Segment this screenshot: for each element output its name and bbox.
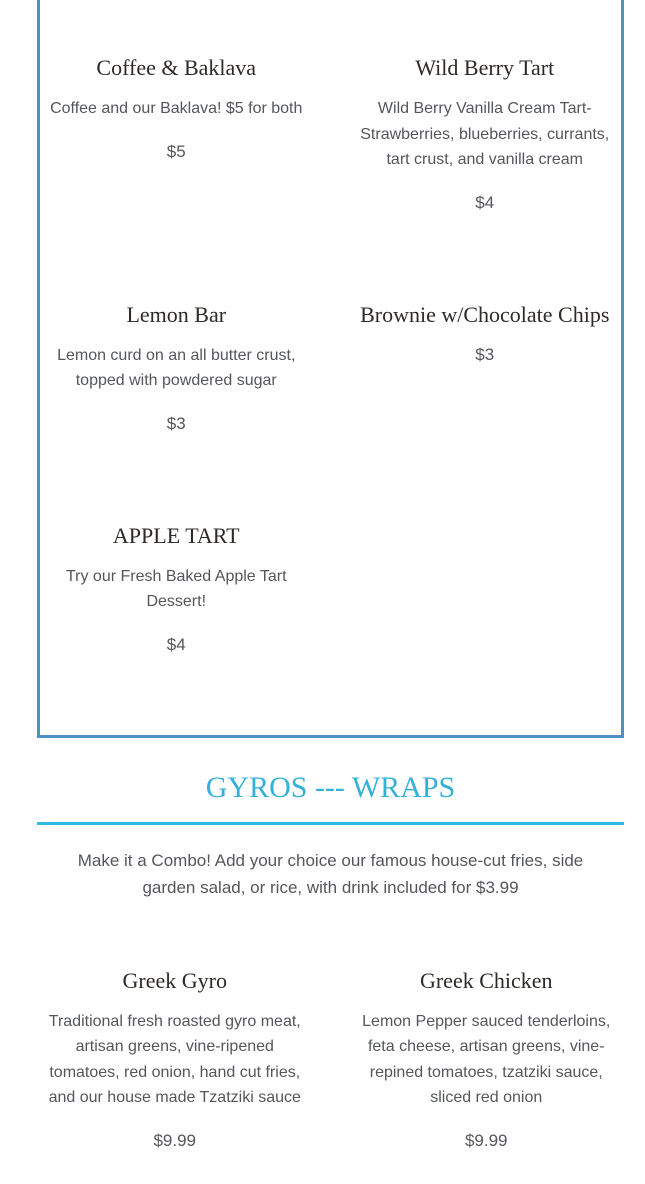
- combo-note: Make it a Combo! Add your choice our famous house-cut fries, side garden salad, or rice, with drink included for $3.99: [77, 850, 584, 897]
- item-price: $4: [475, 192, 495, 212]
- menu-item-lemon-bar: [50, 300, 303, 436]
- item-description: Coffee and our Baklava! $5 for both: [50, 100, 303, 117]
- desserts-items-grid: [40, 0, 621, 735]
- menu-item-greek-chicken: [359, 966, 615, 1153]
- item-description: Lemon Pepper sauced tenderloins, feta cheese, artisan greens, vine-repined tomatoes, tzatziki sauce, sliced red onion: [362, 1012, 611, 1106]
- item-title: Coffee & Baklava: [96, 55, 257, 80]
- item-title: APPLE TART: [112, 522, 240, 548]
- item-title: Brownie w/Chocolate Chips: [360, 301, 610, 327]
- menu-item-wild-berry-tart: [359, 53, 612, 215]
- menu-item-coffee-baklava: [50, 53, 303, 215]
- item-title: Wild Berry Tart: [415, 55, 555, 80]
- item-description: Traditional fresh roasted gyro meat, artisan greens, vine-ripened tomatoes, red onion, hand cut fries, and our house made Tzatziki sauce: [48, 1012, 301, 1106]
- item-description: Wild Berry Vanilla Cream Tart- Strawberries, blueberries, currants, tart crust, and vanilla cream: [360, 100, 610, 168]
- menu-item-brownie-chocolate-chips: [359, 300, 612, 436]
- item-title: Greek Chicken: [419, 967, 553, 993]
- menu-item-apple-tart: [50, 521, 303, 657]
- item-price: $9.99: [153, 1130, 197, 1150]
- item-description: Lemon curd on an all butter crust, topped with powdered sugar: [57, 346, 296, 389]
- item-price: $3: [475, 344, 495, 364]
- item-price: $9.99: [464, 1130, 508, 1150]
- item-price: $3: [166, 413, 186, 433]
- item-title: Greek Gyro: [122, 967, 227, 993]
- item-price: $5: [166, 141, 186, 161]
- item-price: $4: [166, 634, 186, 654]
- menu-item-greek-gyro: [47, 966, 303, 1153]
- item-description: Try our Fresh Baked Apple Tart Dessert!: [65, 567, 287, 610]
- item-title: Lemon Bar: [126, 301, 227, 327]
- desserts-menu-box: [37, 0, 624, 738]
- gyros-items-grid: [37, 966, 624, 1153]
- section-divider: [37, 822, 624, 825]
- gyros-wraps-section: [37, 768, 624, 1153]
- section-title: GYROS --- WRAPS: [205, 770, 456, 804]
